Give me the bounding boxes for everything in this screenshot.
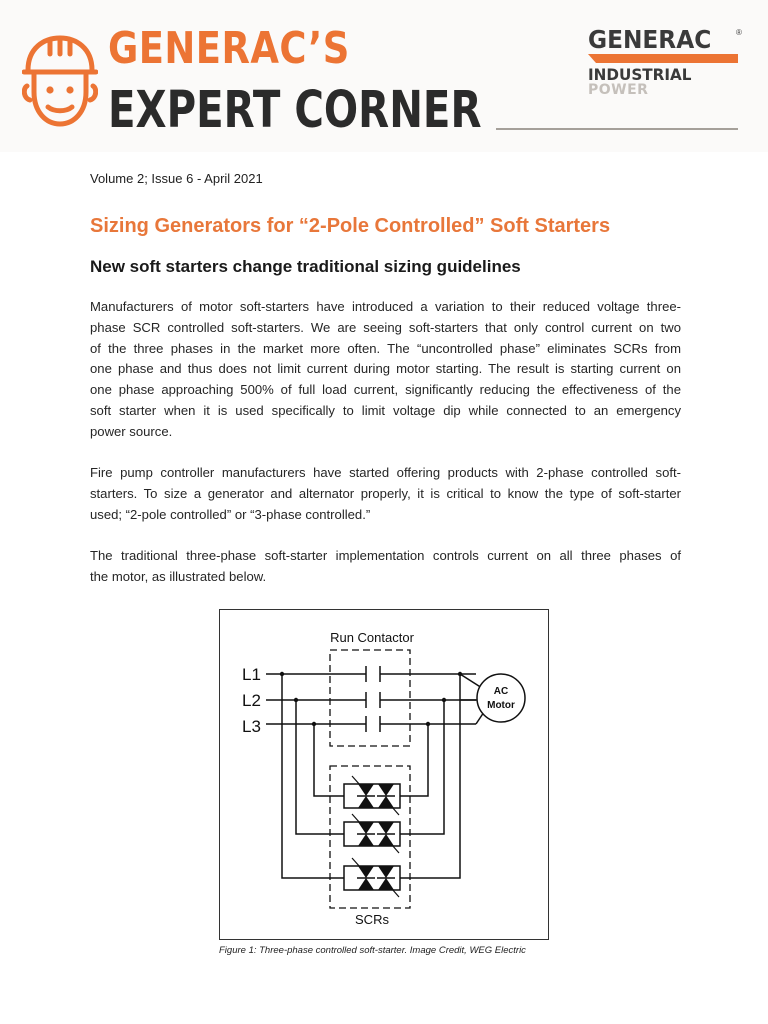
brand-industrial: INDUSTRIAL: [588, 65, 692, 84]
paragraph-line: the motor, as illustrated below.: [90, 568, 267, 584]
paragraph-line: one phase and thus does not limit current during motor starting. The result is starting current on: [90, 361, 681, 377]
paragraph-line: soft starter when it is used specifically to limit voltage dip while connected to an emergency: [90, 402, 681, 418]
scr-phase-3: [344, 858, 400, 897]
header-title-line-2: EXPERT CORNER: [108, 81, 482, 140]
brand-name: GENERAC: [588, 25, 712, 54]
scr-wiring: [282, 674, 460, 878]
supply-wiring: [266, 666, 484, 732]
article-title: Sizing Generators for “2-Pole Controlled” Soft Starters: [90, 215, 611, 237]
issue-info: Volume 2; Issue 6 - April 2021: [90, 171, 263, 186]
paragraph-line: one phase approaching 500% of full load current, significantly reducing the effectiveness of the: [90, 382, 681, 398]
scr-phase-1: [344, 776, 400, 815]
brand-power: POWER: [588, 82, 649, 98]
paragraph-2: [90, 463, 681, 525]
scrs-label: SCRs: [355, 912, 389, 927]
paragraph-line: The traditional three-phase soft-starter implementation controls current on all three phases of: [90, 548, 681, 563]
paragraph-line: Fire pump controller manufacturers have started offering products with 2-phase controlled soft-: [90, 465, 681, 480]
soft-starter-diagram: [219, 609, 549, 940]
run-contactor-label: Run Contactor: [330, 630, 414, 645]
paragraph-1: [90, 297, 681, 443]
line-label-l2: L2: [242, 691, 261, 710]
junction-dots: [280, 672, 462, 726]
paragraph-line: used; “2-pole controlled” or “3-phase controlled.”: [90, 506, 371, 522]
scr-phase-2: [344, 814, 400, 853]
paragraph-line: power source.: [90, 423, 173, 439]
paragraph-line: starters. To size a generator and alternator properly, it is critical to know the type of soft-starter: [90, 485, 681, 501]
newsletter-header: [0, 0, 768, 152]
motor-label-ac: AC: [493, 686, 509, 697]
generac-logo: [588, 26, 748, 106]
brand-registered-mark: ®: [736, 28, 742, 37]
article-subtitle: New soft starters change traditional sizing guidelines: [90, 257, 521, 276]
line-label-l3: L3: [242, 717, 261, 736]
header-title-line-1: GENERAC’S: [108, 23, 350, 74]
header-divider: [496, 128, 738, 130]
paragraph-line: phase SCR controlled soft-starters. We are seeing soft-starters that only control current on two: [90, 319, 681, 335]
run-contactor-box: [330, 650, 410, 746]
brand-orange-bar: [588, 54, 738, 63]
hard-hat-worker-icon: [22, 34, 98, 128]
paragraph-line: of the three phases in the market more often. The “uncontrolled phase” eliminates SCRs from: [90, 340, 681, 356]
motor-label-motor: Motor: [487, 700, 515, 711]
paragraph-line: Manufacturers of motor soft-starters have introduced a variation to their reduced voltage three-: [90, 299, 681, 314]
figure-caption: Figure 1: Three-phase controlled soft-starter. Image Credit, WEG Electric: [219, 945, 526, 956]
line-label-l1: L1: [242, 665, 261, 684]
paragraph-3: [90, 546, 681, 588]
ac-motor: [477, 674, 525, 722]
